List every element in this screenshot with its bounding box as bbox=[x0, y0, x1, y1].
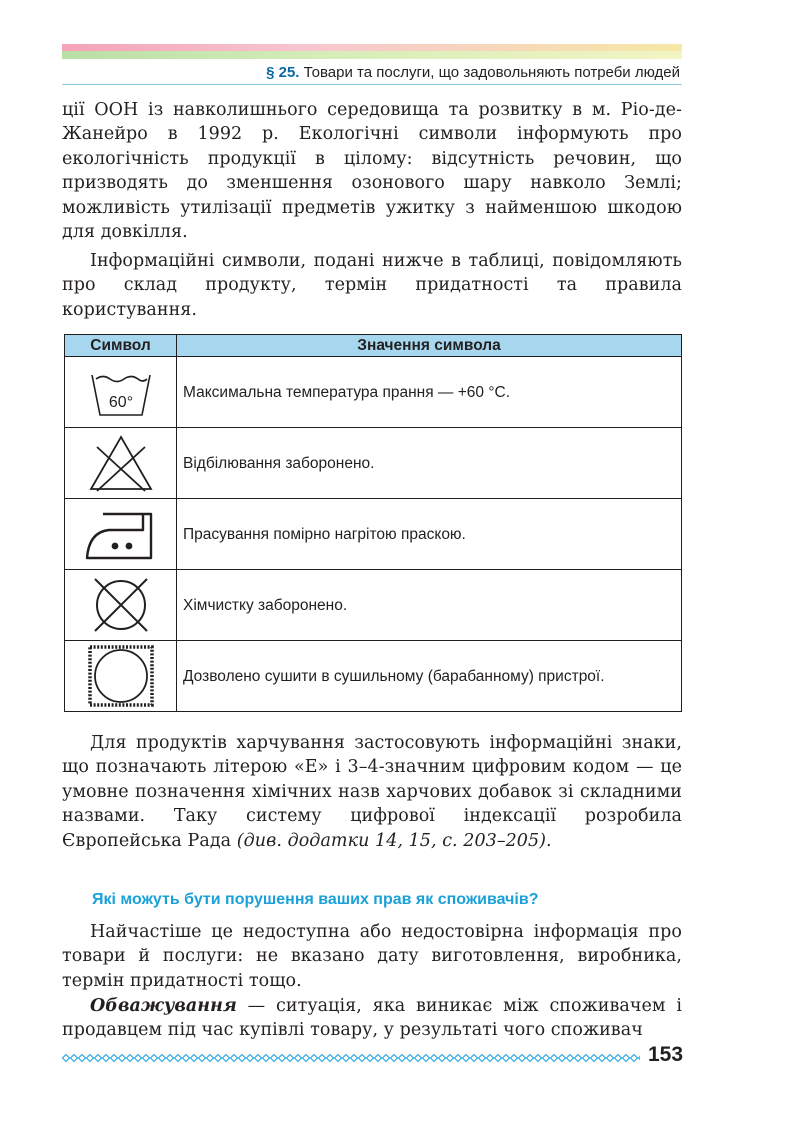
paragraph-short-weight: Обважування — ситуація, яка виникає між споживачем і продавцем під час купівлі товару, у результаті чого споживач bbox=[62, 996, 682, 1041]
header-color-band-bottom bbox=[62, 51, 682, 59]
running-header bbox=[266, 64, 680, 81]
table-row bbox=[65, 499, 682, 570]
footer-diamond-rule bbox=[62, 1052, 640, 1064]
no-bleach-icon bbox=[85, 431, 157, 495]
paragraph-violations: Найчастіше це недоступна або недостовірна інформація про товари й послуги: не вказано дату виготовлення, виробника, термін придатності тощо. bbox=[62, 922, 682, 991]
paragraph-food-codes: Для продуктів харчування застосовують інформаційні знаки, що позначають літерою «Е» і 3–4-значним цифровим кодом — це умовне позначення хімічних назв харчових добавок зі складними назвами. Таку систему цифрової індексації розробила Європейська Рада (див. додатки 14, 15, с. 203–205). bbox=[62, 733, 682, 851]
symbol-cell bbox=[65, 570, 177, 641]
tumble-dry-icon bbox=[85, 643, 157, 709]
meaning-cell: Хімчистку заборонено. bbox=[177, 570, 682, 641]
wash-temperature-label: 60° bbox=[108, 394, 133, 411]
meaning-cell: Дозволено сушити в сушильному (барабанному) пристрої. bbox=[177, 641, 682, 712]
paragraph-eco-symbols: ції ООН із навколишнього середовища та розвитку в м. Ріо-де-Жанейро в 1992 р. Екологічні символи інформують про екологічність продукції в цілому: відсутність речовин, що призводять до зменшення озонового шару навколо Землі; можливість утилізації предметів ужитку з найменшою шкодою для довкілля. bbox=[62, 100, 682, 243]
symbol-cell bbox=[65, 357, 177, 428]
meaning-cell: Максимальна температура прання — +60 °C. bbox=[177, 357, 682, 428]
table-row bbox=[65, 428, 682, 499]
symbol-cell bbox=[65, 428, 177, 499]
table-row bbox=[65, 357, 682, 428]
page-number: 153 bbox=[648, 1043, 684, 1066]
no-dry-clean-icon bbox=[85, 573, 157, 637]
wash-60-icon bbox=[86, 363, 156, 421]
header-rule bbox=[62, 84, 682, 85]
paragraph-info-symbols: Інформаційні символи, подані нижче в таблиці, повідомляють про склад продукту, термін придатності та правила користування. bbox=[62, 251, 682, 320]
section-number: § 25. bbox=[266, 64, 300, 81]
symbols-table bbox=[64, 334, 682, 712]
meaning-cell: Відбілювання заборонено. bbox=[177, 428, 682, 499]
section-title: Товари та послуги, що задовольняють потреби людей bbox=[303, 64, 680, 81]
section-question-heading: Які можуть бути порушення ваших прав як споживачів? bbox=[92, 891, 539, 908]
header-color-band-top bbox=[62, 44, 682, 51]
term-short-weight: Обважування bbox=[90, 996, 237, 1016]
iron-medium-icon bbox=[81, 504, 161, 564]
symbol-cell bbox=[65, 641, 177, 712]
column-header-meaning: Значення символа bbox=[177, 335, 682, 357]
table-row bbox=[65, 570, 682, 641]
table-row bbox=[65, 641, 682, 712]
meaning-cell: Прасування помірно нагрітою праскою. bbox=[177, 499, 682, 570]
appendix-reference: (див. додатки 14, 15, с. 203–205). bbox=[236, 830, 552, 851]
table-header-row bbox=[65, 335, 682, 357]
symbol-cell bbox=[65, 499, 177, 570]
column-header-symbol: Символ bbox=[65, 335, 177, 357]
